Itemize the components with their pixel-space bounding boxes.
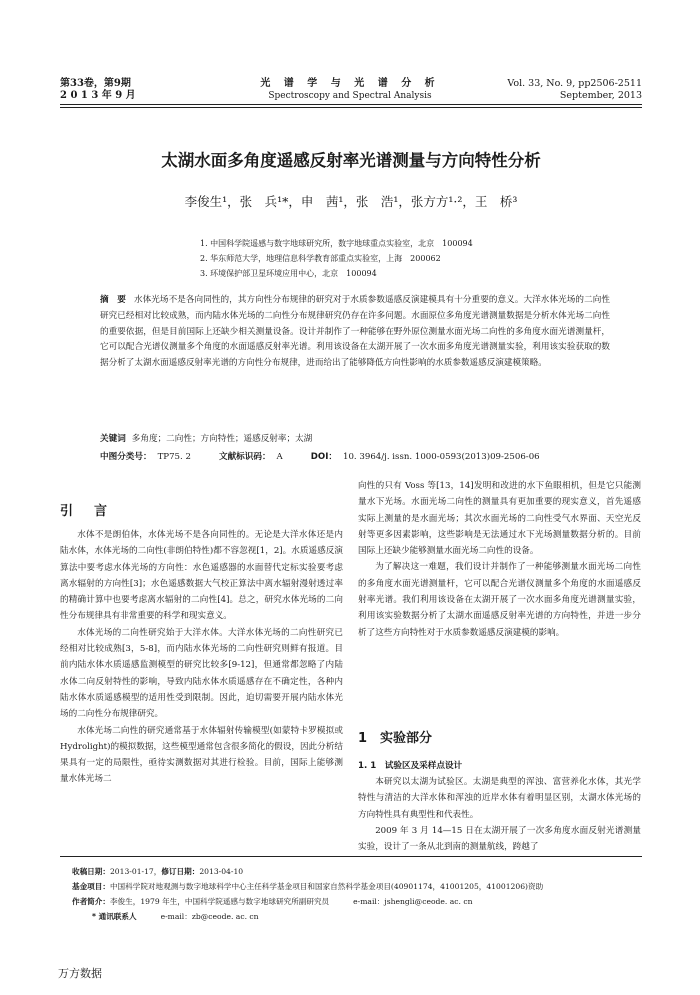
keywords-text: 多角度；二向性；方向特性；遥感反射率；太湖	[131, 434, 313, 444]
doi-label: DOI：	[310, 452, 337, 462]
affiliation-3: 3. 环境保护部卫星环境应用中心，北京 100094	[200, 269, 377, 278]
body-paragraph: 向性的只有 Voss 等[13，14]发明和改进的水下鱼眼相机，但是它只能测量水下光场。水面光场二向性的测量具有更加重要的现实意义，首先遥感实际上测量的是水面光场；其次水面光场的二向性受气水界面、天空光反射等更多因素影响，这些影响是无法通过水下光场测量数据分析的。目前国际上还缺少能够测量水面光场二向性的设备。	[358, 481, 641, 557]
abstract-label: 摘 要	[100, 295, 126, 305]
section-heading-1: 1 实验部分	[358, 731, 433, 746]
issue-date-cn: 2 0 1 3 年 9 月	[60, 90, 136, 101]
journal-name-en: Spectroscopy and Spectral Analysis	[268, 91, 432, 101]
affiliation-2: 2. 华东师范大学，地理信息科学教育部重点实验室，上海 200062	[200, 254, 441, 263]
classification	[100, 450, 620, 465]
corr-label: * 通讯联系人	[92, 912, 137, 921]
body-paragraph: 2009 年 3 月 14—15 日在太湖开展了一次多角度水面反射光谱测量实验，设计了一条从北到南的测量航线，跨越了	[358, 825, 641, 853]
doi-value: 10. 3964/j. issn. 1000-0593(2013)09-2506-06	[343, 452, 540, 462]
revised-date: 2013-04-10	[199, 867, 244, 876]
header-rule	[60, 104, 642, 105]
journal-name	[200, 78, 500, 102]
affiliation-1: 1. 中国科学院遥感与数字地球研究所，数字地球重点实验室，北京 100094	[200, 239, 473, 248]
doc-code-label: 文献标识码：	[218, 452, 271, 462]
header-rule-thin	[60, 107, 642, 108]
right-column	[358, 478, 641, 641]
bio-text: 李俊生，1979 年生，中国科学院遥感与数字地球研究所副研究员	[109, 897, 330, 906]
clc-value: TP75. 2	[157, 452, 191, 462]
journal-issue	[60, 78, 136, 102]
affiliations	[200, 236, 473, 281]
received-date: 2013-01-17，	[109, 867, 162, 876]
paper-title: 太湖水面多角度遥感反射率光谱测量与方向特性分析	[161, 151, 541, 170]
dates-line	[72, 864, 543, 879]
intro-paragraph: 水体不是朗伯体，水体光场不是各向同性的。无论是大洋水体还是内陆水体，水体光场的二向性(非朗伯特性)都不容忽视[1，2]。水质遥感反演算法中要考虑水体光场的方向性：水色遥感器的水面替代定标实验要考虑离水辐射的方向性[3]；水色遥感数据大气校正算法中离水辐射漫射透过率的精确计算中也要考虑离水辐射的二向性[4]。总之，研究水体光场的二向性分布规律具有非常重要的科学和现实意义。	[60, 530, 343, 622]
body-paragraph: 本研究以太湖为试验区。太湖是典型的浑浊、富营养化水体，其光学特性与清洁的大洋水体和浑浊的近岸水体有着明显区别，太湖水体光场的方向特性具有典型性和代表性。	[358, 777, 641, 820]
clc-label: 中图分类号：	[100, 452, 152, 462]
fund-line	[72, 879, 543, 894]
intro-paragraph: 水体光场的二向性研究始于大洋水体。大洋水体光场的二向性研究已经相对比较成熟[3，5-8]，而内陆水体光场的二向性研究则鲜有报道。目前内陆水体水质遥感监测模型的研究比较多[9-12]，但通常都忽略了内陆水体二向反射特性的影响，导致内陆水体水质遥感存在不确定性，各种内陆水体水质遥感模型的适用性受到限制。因此，迫切需要开展内陆水体光场的二向性分布规律研究。	[60, 627, 343, 720]
doc-code-value: A	[276, 452, 283, 462]
intro-paragraph: 水体光场二向性的研究通常基于水体辐射传输模型(如蒙特卡罗模拟或 Hydrolight)的模拟数据，这些模型通常包含很多简化的假设，因此分析结果具有一定的局限性，亟待实测数据对其进行检验。目前，国际上能够测量水体光场二	[60, 725, 343, 785]
section-1-body	[358, 774, 641, 855]
issue-date-en: September, 2013	[559, 90, 642, 101]
keywords-label: 关键词	[100, 434, 126, 444]
intro-body	[60, 527, 343, 788]
fund-text: 中国科学院对地观测与数字地球科学中心主任科学基金项目和国家自然科学基金项目(40901174，41001205，41001206)资助	[109, 882, 544, 891]
corr-line	[72, 909, 543, 924]
intro-heading: 引 言	[60, 504, 112, 519]
corr-email: e-mail：zb@ceode. ac. cn	[160, 912, 259, 921]
journal-name-cn: 光 谱 学 与 光 谱 分 析	[260, 78, 440, 89]
watermark-text: 万方数据	[58, 967, 102, 980]
bio-email: e-mail：jshengli@ceode. ac. cn	[353, 897, 473, 906]
volume-issue: 第33卷，第9期	[60, 78, 131, 89]
footnote-rule	[60, 856, 642, 857]
abstract-text: 水体光场不是各向同性的，其方向性分布规律的研究对于水质参数遥感反演建模具有十分重要的意义。大洋水体光场的二向性研究已经相对比较成熟，而内陆水体光场的二向性分布规律研究仍存在许多问题。水面原位多角度光谱测量数据是分析水体光场二向性的重要依据，但是目前国际上还缺少相关测量设备。设计并制作了一种能够在野外原位测量水面光场二向性的多角度水面光谱测量杆，它可以配合光谱仪测量多个角度的水面遥感反射率光谱。利用该设备在太湖开展了一次水面多角度光谱测量实验，利用该实验获取的数据分析了太湖水面遥感反射率光谱的方向性分布规律，进而给出了能够降低方向性影响的水质参数遥感反演建模策略。	[100, 295, 610, 369]
revised-label: 修订日期：	[161, 867, 200, 876]
volume-pages-en: Vol. 33, No. 9, pp2506-2511	[507, 78, 642, 89]
received-label: 收稿日期：	[72, 867, 110, 876]
footnotes	[72, 864, 543, 924]
bio-label: 作者简介：	[72, 897, 110, 906]
keywords	[100, 432, 610, 447]
author-list: 李俊生¹，张 兵¹*，申 茜¹，张 浩¹，张方方¹·²，王 桥³	[184, 194, 518, 209]
bio-line	[72, 894, 543, 909]
abstract	[100, 293, 610, 372]
journal-pages	[507, 78, 642, 102]
fund-label: 基金项目：	[72, 882, 110, 891]
subsection-heading-1-1: 1. 1 试验区及采样点设计	[358, 761, 463, 771]
body-paragraph: 为了解决这一难题，我们设计并制作了一种能够测量水面光场二向性的多角度水面光谱测量杆，它可以配合光谱仪测量多个角度的水面遥感反射率光谱。我们利用该设备在太湖开展了一次水面多角度光谱测量实验，利用该实验数据分析了太湖水面遥感反射率光谱的方向特性，并进一步分析了这些方向特性对于水质参数遥感反演建模的影响。	[358, 562, 641, 638]
